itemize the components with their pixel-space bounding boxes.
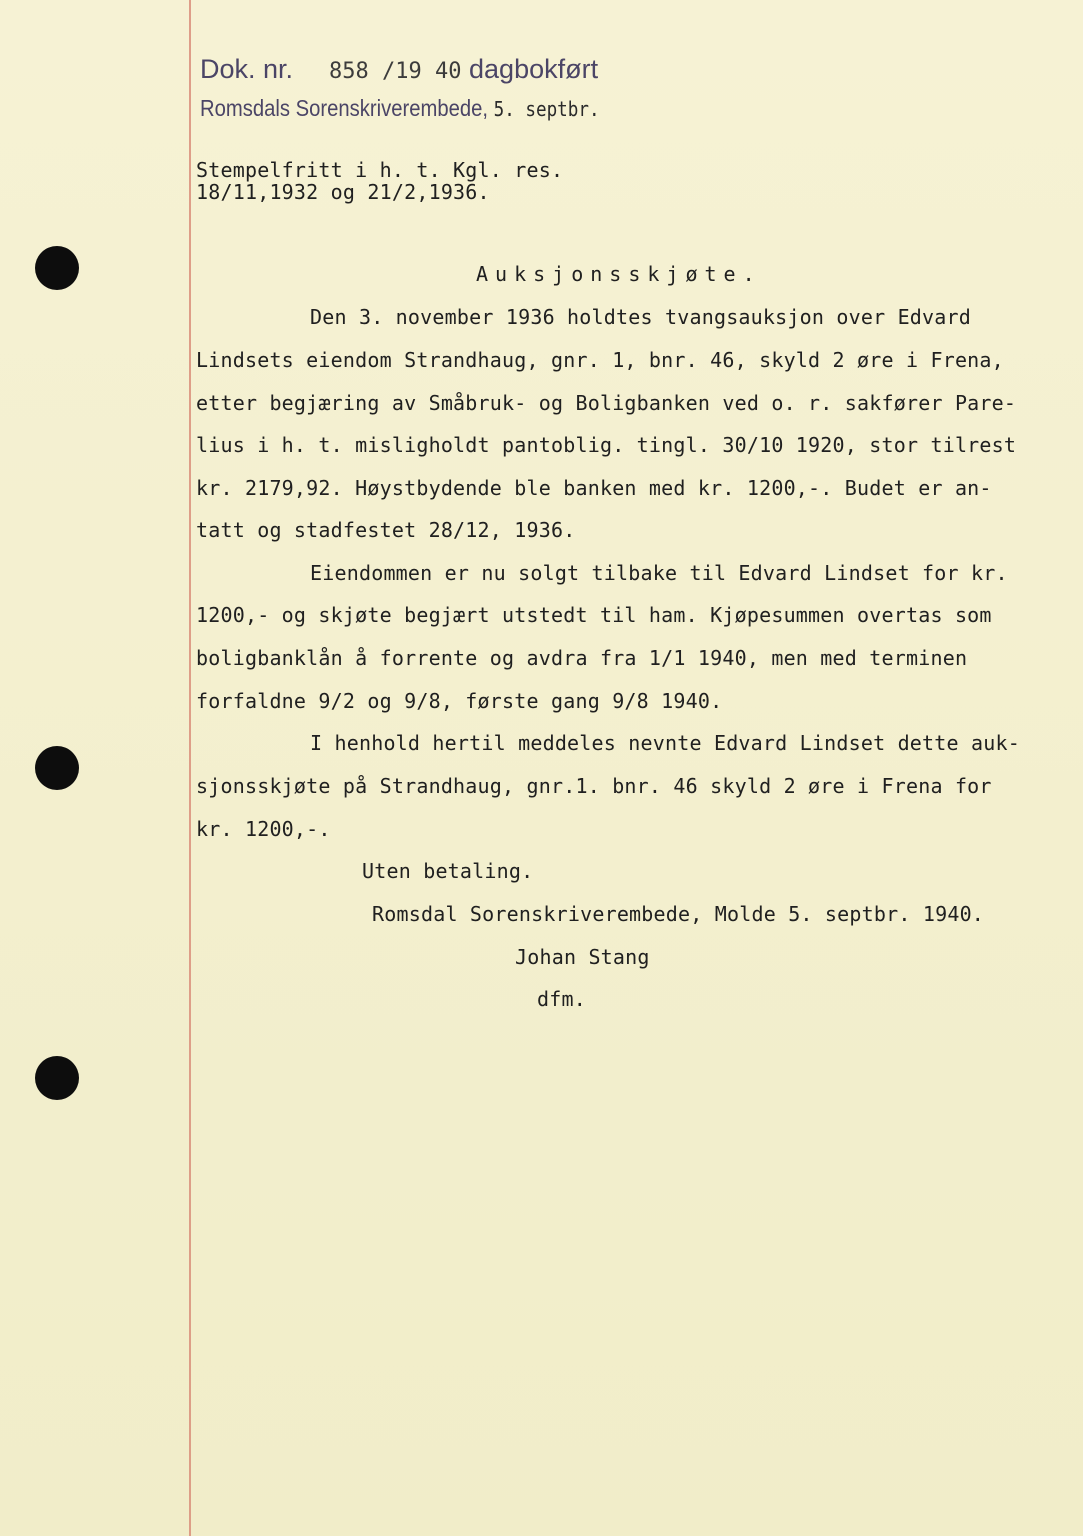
document-title: Auksjonsskjøte. (476, 262, 762, 286)
body-line: tatt og stadfestet 28/12, 1936. (196, 518, 576, 542)
body-line: etter begjæring av Småbruk- og Boligbanken ved o. r. sakfører Pare- (196, 391, 1017, 415)
punch-hole-top (35, 246, 79, 290)
body-line: sjonsskjøte på Strandhaug, gnr.1. bnr. 46 skyld 2 øre i Frena for (196, 774, 992, 798)
stamp-exemption-line-2: 18/11,1932 og 21/2,1936. (196, 180, 490, 204)
body-line: Den 3. november 1936 holdtes tvangsauksjon over Edvard (310, 305, 972, 329)
signature-title: dfm. (537, 987, 586, 1011)
registration-stamp (200, 54, 598, 85)
punch-hole-bottom (35, 1056, 79, 1100)
signature-name: Johan Stang (515, 945, 650, 969)
payment-note: Uten betaling. (362, 859, 534, 883)
body-line: Eiendommen er nu solgt tilbake til Edvard Lindset for kr. (310, 561, 1008, 585)
body-line: lius i h. t. misligholdt pantoblig. tingl. 30/10 1920, stor tilrest (196, 433, 1017, 457)
stamp-dagbokfort: dagbokført (469, 54, 599, 84)
body-line: kr. 1200,-. (196, 817, 331, 841)
body-line: 1200,- og skjøte begjært utstedt til ham. Kjøpesummen overtas som (196, 603, 992, 627)
body-line: forfaldne 9/2 og 9/8, første gang 9/8 1940. (196, 689, 723, 713)
stamp-dok-number: 858 /19 40 (329, 59, 462, 84)
stamp-office: Romsdals Sorenskriverembede, (200, 95, 488, 121)
body-line: Lindsets eiendom Strandhaug, gnr. 1, bnr. 46, skyld 2 øre i Frena, (196, 348, 1004, 372)
body-line: kr. 2179,92. Høystbydende ble banken med kr. 1200,-. Budet er an- (196, 476, 992, 500)
body-line: boligbanklån å forrente og avdra fra 1/1 1940, men med terminen (196, 646, 968, 670)
registration-stamp-office (200, 95, 600, 122)
punch-hole-middle (35, 746, 79, 790)
stamp-date: 5. septbr. (493, 97, 600, 121)
place-and-date: Romsdal Sorenskriverembede, Molde 5. septbr. 1940. (372, 902, 985, 926)
margin-rule (189, 0, 191, 1536)
stamp-dok-label: Dok. nr. (200, 54, 294, 84)
body-line: I henhold hertil meddeles nevnte Edvard Lindset dette auk- (310, 731, 1020, 755)
stamp-exemption-line-1: Stempelfritt i h. t. Kgl. res. (196, 158, 564, 182)
